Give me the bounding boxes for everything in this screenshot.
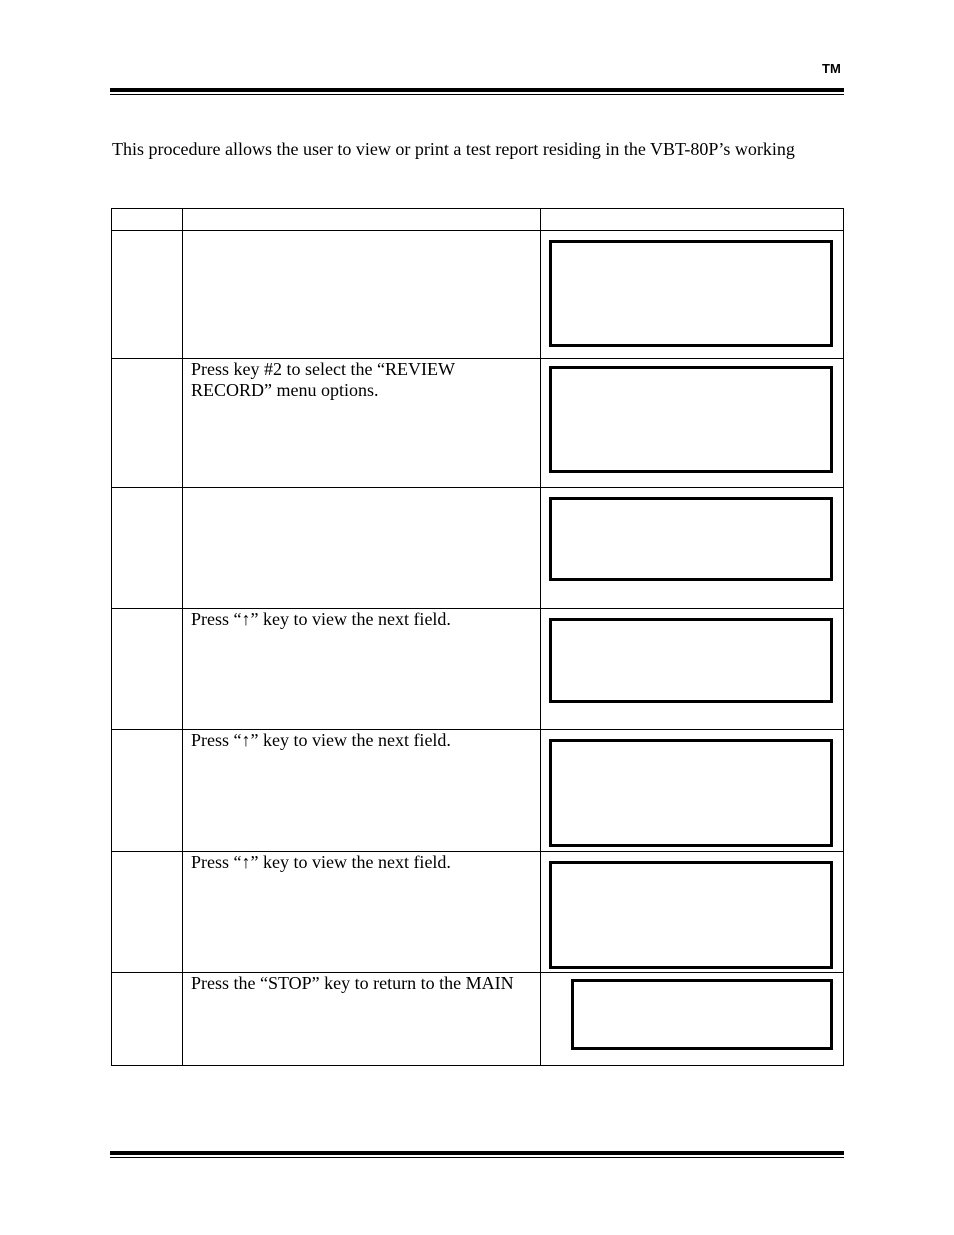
lcd-display-screen [549, 240, 833, 347]
step-action [183, 730, 541, 852]
footer-rule [110, 1151, 844, 1158]
step-number [112, 231, 183, 359]
table-row [112, 852, 844, 973]
lcd-display-screen [549, 618, 833, 703]
display-cell [541, 231, 844, 359]
table-row [112, 359, 844, 488]
table-header-row [112, 209, 844, 231]
column-header-step [112, 209, 183, 231]
step-number [112, 609, 183, 730]
step-action [183, 488, 541, 609]
step-action [183, 359, 541, 488]
table-row [112, 609, 844, 730]
step-number [112, 488, 183, 609]
lcd-display-screen [549, 739, 833, 847]
lcd-display-screen [549, 861, 833, 969]
column-header-display [541, 209, 844, 231]
step-action-text: Press “↑” key to view the next field. [191, 609, 451, 629]
table-row [112, 973, 844, 1066]
table-row [112, 730, 844, 852]
step-action-text: Press “↑” key to view the next field. [191, 730, 451, 750]
step-action [183, 973, 541, 1066]
step-number [112, 852, 183, 973]
step-action-text: Press “↑” key to view the next field. [191, 852, 451, 872]
trademark-mark: TM [822, 61, 841, 76]
lcd-display-screen [549, 366, 833, 473]
procedure-table [111, 208, 844, 1066]
step-action [183, 609, 541, 730]
step-action-text: Press key #2 to select the “REVIEW RECORD” menu options. [191, 359, 455, 400]
step-number [112, 359, 183, 488]
display-cell [541, 730, 844, 852]
display-cell [541, 973, 844, 1066]
header-rule [110, 88, 844, 95]
column-header-action [183, 209, 541, 231]
display-cell [541, 852, 844, 973]
display-cell [541, 359, 844, 488]
table-row [112, 231, 844, 359]
display-cell [541, 488, 844, 609]
step-action-text: Press the “STOP” key to return to the MAIN [191, 973, 514, 993]
step-number [112, 973, 183, 1066]
lcd-display-screen [571, 979, 833, 1050]
lcd-display-screen [549, 497, 833, 581]
intro-paragraph: This procedure allows the user to view or print a test report residing in the VBT-80P’s working [112, 139, 795, 159]
step-number [112, 730, 183, 852]
display-cell [541, 609, 844, 730]
step-action [183, 852, 541, 973]
step-action [183, 231, 541, 359]
table-row [112, 488, 844, 609]
